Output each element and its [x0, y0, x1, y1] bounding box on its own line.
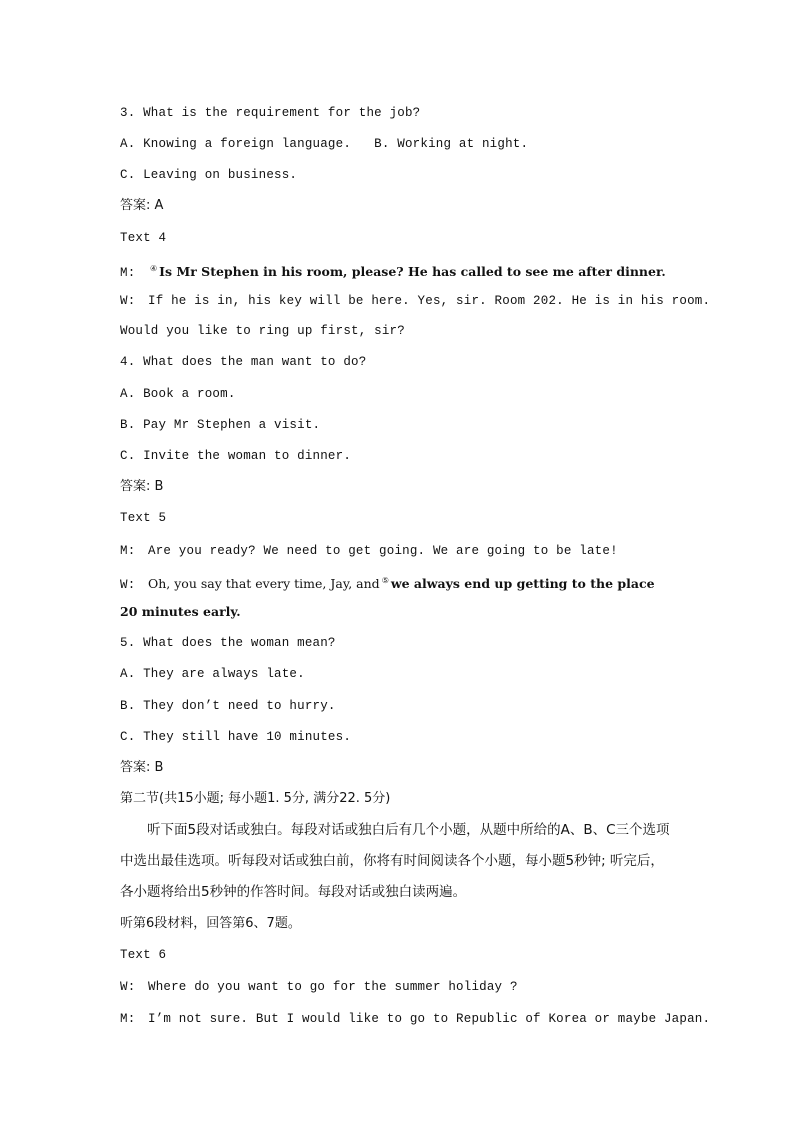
- speaker-label: W:: [120, 294, 136, 308]
- text5-title: Text 5: [120, 511, 167, 525]
- q4-answer: 答案: B: [120, 479, 164, 494]
- q4-question: 4. What does the man want to do?: [120, 355, 367, 369]
- circled-number-5-icon: ⑤: [381, 576, 389, 585]
- dialogue-text: Is Mr Stephen in his room, please? He has called to see me after dinner.: [159, 264, 666, 279]
- speaker-label: W:: [120, 980, 136, 994]
- dialogue-text: Where do you want to go for the summer holiday ?: [148, 980, 518, 994]
- q3-answer: 答案: A: [120, 198, 164, 213]
- text4-man-line: [120, 261, 680, 281]
- text6-woman-line: [120, 978, 680, 995]
- section-heading: 第二节(共15小题; 每小题1. 5分, 满分22. 5分): [120, 791, 391, 806]
- q5-question: 5. What does the woman mean?: [120, 636, 336, 650]
- q5-answer: 答案: B: [120, 760, 164, 775]
- text5-woman-line-2: 20 minutes early.: [120, 604, 241, 619]
- circled-number-4-icon: ④: [150, 264, 158, 273]
- text5-man-line: [120, 542, 680, 559]
- text6-man-line: [120, 1010, 711, 1027]
- speaker-label: M:: [120, 266, 136, 280]
- text4-woman-line-2: Would you like to ring up first, sir?: [120, 324, 405, 338]
- speaker-label: W:: [120, 578, 136, 592]
- speaker-label: M:: [120, 1012, 136, 1026]
- text4-woman-line: [120, 292, 711, 309]
- q3-option-a: A. Knowing a foreign language.: [120, 137, 352, 151]
- q3-options-ab: [120, 136, 680, 152]
- dialogue-text: I’m not sure. But I would like to go to Republic of Korea or maybe Japan.: [148, 1012, 711, 1026]
- material-note: 听第6段材料，回答第6、7题。: [120, 916, 301, 931]
- q5-option-b: B. They don’t need to hurry.: [120, 699, 336, 713]
- dialogue-text: If he is in, his key will be here. Yes, sir. Room 202. He is in his room.: [148, 294, 711, 308]
- dialogue-text: Oh, you say that every time, Jay, and: [148, 576, 380, 591]
- dialogue-text-bold: we always end up getting to the place: [390, 576, 655, 591]
- speaker-label: M:: [120, 544, 136, 558]
- q3-option-b: B. Working at night.: [374, 137, 529, 151]
- q3-question: 3. What is the requirement for the job?: [120, 106, 421, 120]
- section-instructions: 听下面5段对话或独白。每段对话或独白后有几个小题，从题中所给的A、B、C三个选项中选出最佳选项。听每段对话或独白前，你将有时间阅读各个小题，每小题5秒钟; 听完后，各小题将给出5秒钟的作答时间。每段对话或独白读两遍。: [120, 822, 670, 900]
- dialogue-text: Are you ready? We need to get going. We are going to be late!: [148, 544, 618, 558]
- text6-title: Text 6: [120, 948, 167, 962]
- q3-option-c: C. Leaving on business.: [120, 168, 298, 182]
- text5-woman-line: [120, 573, 680, 593]
- q4-option-b: B. Pay Mr Stephen a visit.: [120, 418, 321, 432]
- text4-title: Text 4: [120, 231, 167, 245]
- q4-option-a: A. Book a room.: [120, 387, 236, 401]
- q4-option-c: C. Invite the woman to dinner.: [120, 449, 352, 463]
- q5-option-c: C. They still have 10 minutes.: [120, 730, 352, 744]
- q5-option-a: A. They are always late.: [120, 667, 305, 681]
